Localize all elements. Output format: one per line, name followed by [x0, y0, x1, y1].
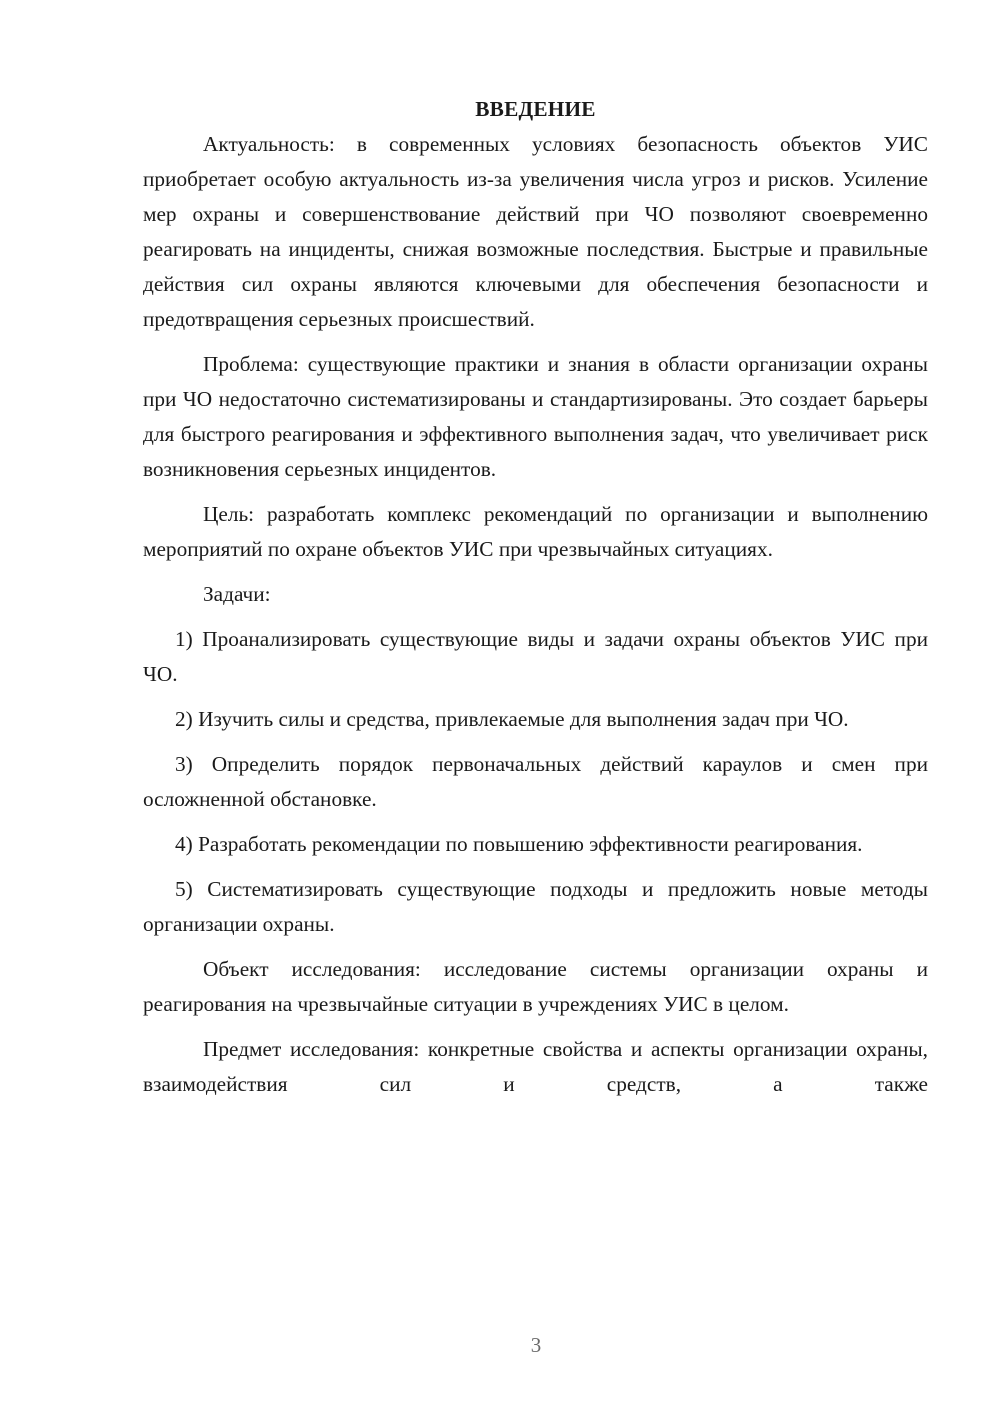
page-heading: ВВЕДЕНИЕ [475, 97, 596, 121]
task-item-2: 2) Изучить силы и средства, привлекаемые для выполнения задач при ЧО. [175, 707, 849, 731]
tasks-label: Задачи: [203, 582, 271, 606]
paragraph-object: Объект исследования: исследование системы организации охраны и реагирования на чрезвычайные ситуации в учреждениях УИС в целом. [143, 957, 928, 1016]
paragraph-goal: Цель: разработать комплекс рекомендаций по организации и выполнению мероприятий по охране объектов УИС при чрезвычайных ситуациях. [143, 502, 928, 561]
task-item-1: 1) Проанализировать существующие виды и задачи охраны объектов УИС при ЧО. [143, 627, 928, 686]
document-body [143, 92, 928, 1102]
task-item-4: 4) Разработать рекомендации по повышению эффективности реагирования. [175, 832, 863, 856]
paragraph-problem: Проблема: существующие практики и знания в области организации охраны при ЧО недостаточно систематизированы и стандартизированы. Это создает барьеры для быстрого реагирования и эффективного выполнения задач, что увеличивает риск возникновения серьезных инцидентов. [143, 352, 928, 481]
task-item-3: 3) Определить порядок первоначальных действий караулов и смен при осложненной обстановке. [143, 752, 928, 811]
page-number: 3 [530, 1333, 542, 1357]
task-item-5: 5) Систематизировать существующие подходы и предложить новые методы организации охраны. [143, 877, 928, 936]
paragraph-relevance: Актуальность: в современных условиях безопасность объектов УИС приобретает особую актуальность из-за увеличения числа угроз и рисков. Усиление мер охраны и совершенствование действий при ЧО позволяют своевременно реагировать на инциденты, снижая возможные последствия. Быстрые и правильные действия сил охраны являются ключевыми для обеспечения безопасности и предотвращения серьезных происшествий. [143, 132, 928, 331]
paragraph-subject: Предмет исследования: конкретные свойства и аспекты организации охраны, взаимодействия сил и средств, а также [143, 1037, 928, 1096]
